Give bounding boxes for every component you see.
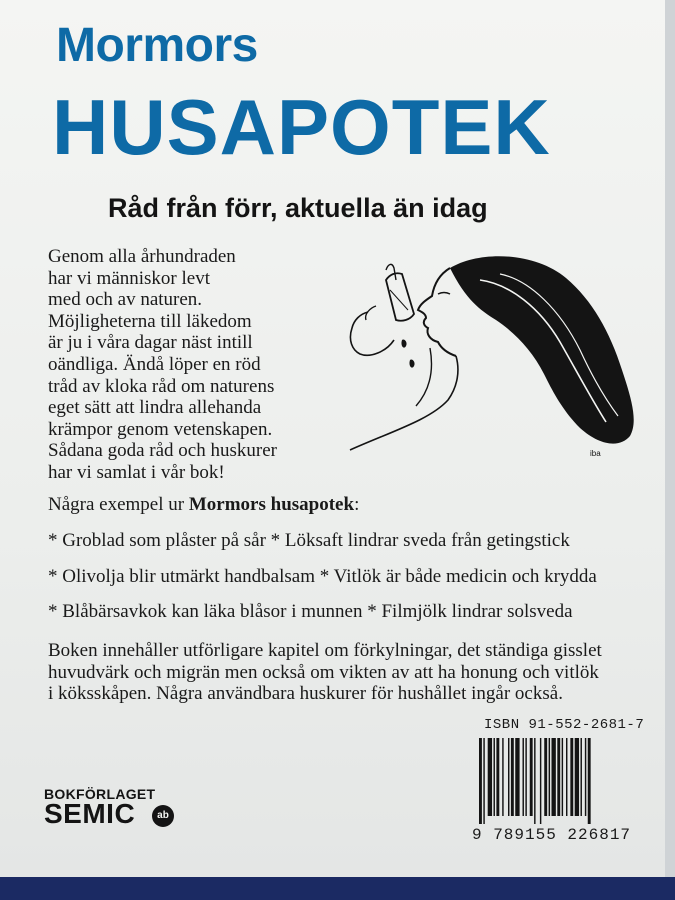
intro-line: tråd av kloka råd om naturens xyxy=(48,375,275,397)
barcode-bar xyxy=(562,738,563,816)
intro-line: Möjligheterna till läkedom xyxy=(48,310,252,332)
intro-line: har vi samlat i vår bok! xyxy=(48,461,225,483)
barcode-digits: 9 789155 226817 xyxy=(472,826,632,844)
example-item: * Groblad som plåster på sår * Löksaft lindrar sveda från getingstick xyxy=(48,530,570,551)
intro-paragraph xyxy=(48,246,333,484)
intro-line: Sådana goda råd och huskurer xyxy=(48,440,277,462)
barcode-bar xyxy=(585,738,586,816)
barcode-bar xyxy=(479,738,482,824)
intro-line: med och av naturen. xyxy=(48,289,203,311)
barcode-bar xyxy=(494,738,495,816)
intro-line: eget sätt att lindra allehanda xyxy=(48,397,262,419)
publisher-name-line1: BOKFÖRLAGET xyxy=(44,786,156,802)
barcode-bar xyxy=(502,738,503,816)
barcode-bar xyxy=(496,738,499,816)
publisher-badge: ab xyxy=(152,805,174,827)
title-line-mormors: Mormors xyxy=(56,19,258,72)
barcode-bar xyxy=(566,738,567,816)
isbn-number: ISBN 91-552-2681-7 xyxy=(484,717,645,733)
publisher-name-line2: SEMIC xyxy=(44,798,136,829)
barcode-bar xyxy=(530,738,533,816)
subtitle: Råd från förr, aktuella än idag xyxy=(108,193,488,223)
example-item: * Blåbärsavkok kan läka blåsor i munnen * Filmjölk lindrar solsveda xyxy=(48,601,573,622)
examples-intro xyxy=(48,494,668,516)
intro-line: krämpor genom vetenskapen. xyxy=(48,418,273,440)
barcode-bar xyxy=(515,738,519,816)
barcode-bar xyxy=(523,738,524,816)
barcode-bar xyxy=(534,738,535,824)
outro-line: Boken innehåller utförligare kapitel om förkylningar, det ständiga gisslet xyxy=(48,640,602,661)
intro-line: har vi människor levt xyxy=(48,267,210,289)
barcode-bar xyxy=(488,738,492,816)
barcode-bar xyxy=(570,738,573,816)
publisher-logo xyxy=(44,786,184,834)
illustration-signature: iba xyxy=(590,449,601,458)
outro-line: huvudvärk och migrän men också om vikten av att ha honung och vitlök xyxy=(48,661,599,683)
barcode-icon xyxy=(479,738,637,824)
barcode-bar xyxy=(511,738,514,816)
barcode-bar xyxy=(575,738,579,816)
intro-line: är ju i våra dagar näst intill xyxy=(48,332,253,354)
woman-drinking-illustration-icon xyxy=(330,250,642,472)
intro-line: Genom alla århundraden xyxy=(48,246,236,267)
barcode-bar xyxy=(525,738,526,816)
barcode-bar xyxy=(544,738,547,816)
examples-intro-book-title: Mormors husapotek xyxy=(188,494,355,515)
barcode-bar xyxy=(508,738,509,816)
barcode-bar xyxy=(552,738,556,816)
intro-line: oändliga. Ändå löper en röd xyxy=(48,353,261,375)
outro-line: i köksskåpen. Några användbara huskurer för hushållet ingår också. xyxy=(48,683,563,704)
barcode-bar xyxy=(581,738,582,816)
barcode-bar xyxy=(483,738,484,824)
examples-intro-suffix: : xyxy=(354,494,360,515)
barcode-bar xyxy=(588,738,591,824)
outro-paragraph xyxy=(48,640,668,705)
barcode-bar xyxy=(549,738,550,816)
example-item: * Olivolja blir utmärkt handbalsam * Vitlök är både medicin och krydda xyxy=(48,566,597,587)
title-line-husapotek: HUSAPOTEK xyxy=(52,83,551,171)
barcode-bar xyxy=(540,738,541,824)
examples-intro-prefix: Några exempel ur xyxy=(48,494,189,515)
barcode-bar xyxy=(557,738,560,816)
